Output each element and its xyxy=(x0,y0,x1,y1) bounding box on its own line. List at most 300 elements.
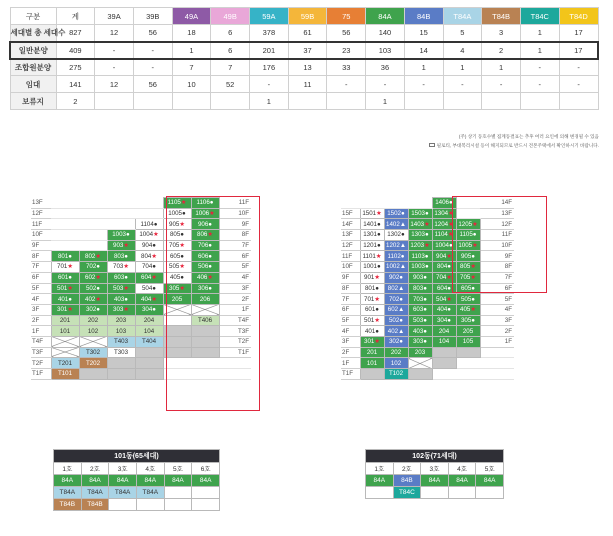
supply-header-84b: 84B xyxy=(404,8,443,25)
supply-cell: 7 xyxy=(172,59,211,76)
star-icon: ★ xyxy=(179,220,185,228)
unit-cell: 1105★ xyxy=(163,198,191,209)
star-icon: ★ xyxy=(470,274,476,282)
legend-type-cell: 84A xyxy=(164,475,192,487)
empty-cell xyxy=(51,208,79,219)
unit-cell: 206 xyxy=(191,294,219,305)
supply-cell: 1 xyxy=(482,59,521,76)
unit-cell xyxy=(163,347,191,358)
unit-cell: 705★ xyxy=(456,272,480,283)
unit-cell: 1303● xyxy=(408,230,432,241)
supply-cell: 23 xyxy=(327,42,366,59)
empty-cell xyxy=(456,358,480,369)
dot-icon: ● xyxy=(124,274,129,282)
unit-cell: T302 xyxy=(79,347,107,358)
unit-cell: 505★ xyxy=(163,262,191,273)
unit-cell xyxy=(135,347,163,358)
star-icon: ★ xyxy=(151,295,157,303)
floor-label: 6F xyxy=(341,304,360,315)
unit-cell: 103 xyxy=(107,326,135,337)
floor-label: 10F xyxy=(31,230,51,241)
floor-label-right xyxy=(219,369,251,380)
dot-icon: ● xyxy=(180,231,185,239)
supply-header-59b: 59B xyxy=(288,8,327,25)
unit-cell: 1201● xyxy=(360,240,384,251)
star-icon: ★ xyxy=(446,295,452,303)
legend-type-cell: 84A xyxy=(448,475,476,487)
triangle-icon: ▲ xyxy=(398,284,405,292)
legend-type-cell: 84A xyxy=(192,475,220,487)
unit-cell: 702● xyxy=(79,262,107,273)
floor-label-right: 6F xyxy=(219,251,251,262)
legend-type-cell xyxy=(164,499,192,511)
legend-type-cell xyxy=(366,487,394,499)
unit-cell: 804★ xyxy=(135,251,163,262)
supply-cell: 36 xyxy=(366,59,405,76)
unit-cell: 1003● xyxy=(408,262,432,273)
floor-label: 7F xyxy=(341,294,360,305)
dot-icon: ● xyxy=(425,263,429,271)
legend-type-cell xyxy=(192,499,220,511)
star-icon: ★ xyxy=(207,231,213,239)
floor-label: T1F xyxy=(31,369,51,380)
floor-label-right: T2F xyxy=(219,336,251,347)
supply-cell: - xyxy=(559,76,598,93)
unit-cell: 305● xyxy=(456,315,480,326)
unit-cell: T101 xyxy=(51,369,79,380)
supply-cell: 15 xyxy=(404,25,443,42)
supply-cell: 1 xyxy=(404,59,443,76)
unit-cell xyxy=(432,358,456,369)
unit-cell: 404● xyxy=(432,304,456,315)
supply-cell: - xyxy=(95,42,134,59)
unit-cell: 304● xyxy=(135,304,163,315)
dot-icon: ● xyxy=(208,242,213,250)
building-101-legend xyxy=(53,449,220,511)
floor-label: 5F xyxy=(341,315,360,326)
unit-cell xyxy=(163,326,191,337)
empty-cell xyxy=(79,240,107,251)
supply-cell: 14 xyxy=(404,42,443,59)
unit-cell: 901★ xyxy=(360,272,384,283)
unit-cell: 603● xyxy=(107,272,135,283)
star-icon: ★ xyxy=(374,316,380,324)
star-icon: ★ xyxy=(446,252,452,260)
excluded-unit-cell xyxy=(51,336,79,347)
dot-icon: ● xyxy=(209,199,214,207)
unit-cell: 201 xyxy=(51,315,79,326)
dot-icon: ● xyxy=(124,295,129,303)
unit-cell: 402★ xyxy=(79,294,107,305)
supply-cell: 1 xyxy=(366,93,405,110)
unit-cell: 1502● xyxy=(384,208,408,219)
floor-label-right: 4F xyxy=(219,272,251,283)
supply-cell: - xyxy=(443,76,482,93)
supply-cell: 1 xyxy=(250,93,289,110)
floor-label-right xyxy=(480,358,514,369)
unit-cell: 702● xyxy=(384,294,408,305)
star-icon: ★ xyxy=(95,252,101,260)
supply-cell: - xyxy=(95,59,134,76)
dot-icon: ● xyxy=(423,316,428,324)
unit-cell: 705★ xyxy=(163,240,191,251)
floor-label: 1F xyxy=(31,326,51,337)
star-icon: ★ xyxy=(153,231,159,239)
star-icon: ★ xyxy=(151,252,157,260)
unit-cell: 1205★ xyxy=(456,219,480,230)
floor-label: 2F xyxy=(341,347,360,358)
supply-cell: 33 xyxy=(327,59,366,76)
floor-row xyxy=(341,240,514,251)
unit-cell: 604● xyxy=(432,283,456,294)
dot-icon: ● xyxy=(96,284,101,292)
unit-cell: 1104● xyxy=(135,219,163,230)
dot-icon: ● xyxy=(399,295,404,303)
supply-row xyxy=(10,42,598,59)
floor-row xyxy=(31,358,251,369)
empty-cell xyxy=(107,198,135,209)
floor-row xyxy=(31,262,251,273)
unit-cell: 1001● xyxy=(360,262,384,273)
unit-cell: 704● xyxy=(135,262,163,273)
star-icon: ★ xyxy=(374,338,380,346)
empty-cell xyxy=(107,208,135,219)
floor-label-right xyxy=(480,369,514,380)
supply-cell: - xyxy=(482,76,521,93)
unit-cell: 1005● xyxy=(163,208,191,219)
star-icon: ★ xyxy=(179,263,185,271)
unit-cell xyxy=(79,369,107,380)
floor-label: 4F xyxy=(31,294,51,305)
supply-cell xyxy=(327,93,366,110)
floor-label-right: 14F xyxy=(480,198,514,209)
unit-cell: 204 xyxy=(432,326,456,337)
unit-cell xyxy=(107,358,135,369)
legend-type-cell xyxy=(421,487,449,499)
triangle-icon: ▲ xyxy=(398,306,405,314)
unit-cell: 1304★ xyxy=(432,208,456,219)
empty-cell xyxy=(79,230,107,241)
star-icon: ★ xyxy=(448,220,454,228)
supply-cell: 12 xyxy=(95,76,134,93)
dot-icon: ● xyxy=(208,263,213,271)
dot-icon: ● xyxy=(471,316,476,324)
legend-type-cell: 84A xyxy=(81,475,109,487)
dot-icon: ● xyxy=(152,284,157,292)
legend-unit-header: 4호 xyxy=(448,463,476,475)
unit-cell: 605● xyxy=(456,283,480,294)
unit-cell: 605● xyxy=(163,251,191,262)
dot-icon: ● xyxy=(423,284,428,292)
dot-icon: ● xyxy=(449,199,453,207)
legend-type-cell: 84A xyxy=(109,475,137,487)
unit-cell: T303 xyxy=(107,347,135,358)
unit-cell: 504★ xyxy=(432,294,456,305)
star-icon: ★ xyxy=(123,284,129,292)
floor-label-right: 12F xyxy=(480,219,514,230)
star-icon: ★ xyxy=(374,295,380,303)
dot-icon: ● xyxy=(423,295,428,303)
unit-cell: 701★ xyxy=(360,294,384,305)
floor-row xyxy=(31,326,251,337)
floor-row xyxy=(341,208,514,219)
star-icon: ★ xyxy=(424,220,430,228)
supply-cell: 378 xyxy=(250,25,289,42)
floor-label: 11F xyxy=(31,219,51,230)
floor-label: 13F xyxy=(31,198,51,209)
floor-row xyxy=(31,208,251,219)
floor-label-right: 1F xyxy=(219,304,251,315)
unit-cell: 205 xyxy=(456,326,480,337)
dot-icon: ● xyxy=(68,295,73,303)
unit-cell: T102 xyxy=(384,369,408,380)
unit-cell: 1002▲ xyxy=(384,262,408,273)
unit-cell: 903● xyxy=(408,272,432,283)
star-icon: ★ xyxy=(179,284,185,292)
unit-cell: 801● xyxy=(360,283,384,294)
floor-row xyxy=(31,219,251,230)
supply-cell xyxy=(211,93,250,110)
legend-unit-header: 5호 xyxy=(476,463,504,475)
unit-cell: 505● xyxy=(456,294,480,305)
supply-cell: 1 xyxy=(443,59,482,76)
unit-cell: 1301● xyxy=(360,230,384,241)
unit-cell: T406 xyxy=(191,315,219,326)
unit-cell: 301★ xyxy=(360,336,384,347)
dot-icon: ● xyxy=(399,338,404,346)
dot-icon: ● xyxy=(447,284,452,292)
unit-cell: 805● xyxy=(163,230,191,241)
unit-cell: 501★ xyxy=(51,283,79,294)
dot-icon: ● xyxy=(375,327,380,335)
supply-cell: 6 xyxy=(211,42,250,59)
empty-cell xyxy=(163,358,191,369)
empty-cell xyxy=(191,369,219,380)
star-icon: ★ xyxy=(472,220,478,228)
dot-icon: ● xyxy=(126,231,130,239)
floor-row xyxy=(31,369,251,380)
floor-row xyxy=(31,347,251,358)
supply-cell: 5 xyxy=(443,25,482,42)
floor-row xyxy=(31,304,251,315)
unit-cell: 401● xyxy=(360,326,384,337)
floor-row xyxy=(31,283,251,294)
unit-cell: 1104★ xyxy=(432,230,456,241)
star-icon: ★ xyxy=(470,306,476,314)
empty-cell xyxy=(456,208,480,219)
unit-cell: 1204★ xyxy=(432,219,456,230)
unit-cell xyxy=(191,347,219,358)
supply-header-t84d: T84D xyxy=(559,8,598,25)
dot-icon: ● xyxy=(68,252,73,260)
empty-cell xyxy=(135,198,163,209)
unit-cell: 602▲ xyxy=(384,304,408,315)
dot-icon: ● xyxy=(377,220,381,228)
floor-label-right: 2F xyxy=(480,326,514,337)
star-icon: ★ xyxy=(67,284,73,292)
dot-icon: ● xyxy=(424,252,429,260)
unit-cell: 506● xyxy=(191,262,219,273)
supply-cell: 17 xyxy=(559,25,598,42)
empty-cell xyxy=(79,219,107,230)
unit-cell: 805★ xyxy=(456,262,480,273)
unit-cell: 202 xyxy=(384,347,408,358)
floor-row xyxy=(341,336,514,347)
floor-label: 3F xyxy=(341,336,360,347)
supply-cell: 6 xyxy=(211,25,250,42)
supply-row-label: 세대별 총 세대수 xyxy=(10,25,56,42)
unit-cell: 606● xyxy=(191,251,219,262)
floor-label: T3F xyxy=(31,347,51,358)
unit-cell: 803● xyxy=(408,283,432,294)
floor-label-right: 8F xyxy=(219,230,251,241)
dot-icon: ● xyxy=(423,338,428,346)
unit-cell: 803● xyxy=(107,251,135,262)
star-icon: ★ xyxy=(446,274,452,282)
dot-icon: ● xyxy=(377,231,381,239)
legend-type-cell: T84A xyxy=(136,487,164,499)
floor-label-right: T3F xyxy=(219,326,251,337)
floor-label: 13F xyxy=(341,230,360,241)
legend-type-cell: T84B xyxy=(54,499,82,511)
dot-icon: ● xyxy=(447,263,452,271)
note-line-1: (주) 상기 동호수별 집계동결표는 추후 여러 요인에 의해 변경될 수 있음 xyxy=(458,134,599,139)
dot-icon: ● xyxy=(96,306,101,314)
supply-cell xyxy=(559,93,598,110)
floor-label: 9F xyxy=(31,240,51,251)
floor-row xyxy=(31,230,251,241)
dot-icon: ● xyxy=(375,284,380,292)
floor-row xyxy=(341,230,514,241)
floor-row xyxy=(31,240,251,251)
supply-cell: 140 xyxy=(366,25,405,42)
floor-label-right: 10F xyxy=(219,208,251,219)
triangle-icon: ▲ xyxy=(399,242,406,250)
supply-cell: - xyxy=(559,59,598,76)
legend-unit-header: 5호 xyxy=(164,463,192,475)
legend-unit-header: 1호 xyxy=(366,463,394,475)
unit-cell: T404 xyxy=(135,336,163,347)
supply-cell: - xyxy=(250,76,289,93)
floor-label-right: 13F xyxy=(480,208,514,219)
floor-label: 4F xyxy=(341,326,360,337)
floor-row xyxy=(341,347,514,358)
unit-cell: 703★ xyxy=(107,262,135,273)
floor-label-right: 1F xyxy=(480,336,514,347)
unit-cell: 602★ xyxy=(79,272,107,283)
supply-cell: - xyxy=(520,76,559,93)
dot-icon: ● xyxy=(180,252,185,260)
unit-cell: 101 xyxy=(360,358,384,369)
unit-cell: 104 xyxy=(135,326,163,337)
unit-cell: 1103● xyxy=(408,251,432,262)
legend-type-cell: T84A xyxy=(81,487,109,499)
supply-cell: 56 xyxy=(327,25,366,42)
legend-type-cell: 84A xyxy=(366,475,394,487)
supply-header-59a: 59A xyxy=(250,8,289,25)
supply-row xyxy=(10,93,598,110)
unit-cell: 405★ xyxy=(456,304,480,315)
floor-label: 12F xyxy=(31,208,51,219)
supply-cell: 1 xyxy=(172,42,211,59)
star-icon: ★ xyxy=(95,295,101,303)
floor-row xyxy=(341,272,514,283)
supply-cell xyxy=(172,93,211,110)
dot-icon: ● xyxy=(377,242,381,250)
supply-cell: 3 xyxy=(482,25,521,42)
unit-cell xyxy=(163,315,191,326)
unit-cell: 105 xyxy=(456,336,480,347)
unit-cell: T201 xyxy=(51,358,79,369)
floor-label-right: 9F xyxy=(219,219,251,230)
legend-type-cell: 84A xyxy=(54,475,82,487)
floor-row xyxy=(341,219,514,230)
unit-cell: 703● xyxy=(408,294,432,305)
supply-header-84a: 84A xyxy=(366,8,405,25)
supply-header-39b: 39B xyxy=(133,8,172,25)
floor-label: 10F xyxy=(341,262,360,273)
supply-cell: 52 xyxy=(211,76,250,93)
supply-header-category: 구분 xyxy=(10,8,56,25)
star-icon: ★ xyxy=(95,274,101,282)
unit-cell: 403● xyxy=(107,294,135,305)
unit-cell: 306● xyxy=(191,283,219,294)
unit-cell: 1005★ xyxy=(456,240,480,251)
unit-cell: 802▲ xyxy=(384,283,408,294)
floor-row xyxy=(31,251,251,262)
supply-cell xyxy=(288,93,327,110)
unit-cell: 601● xyxy=(360,304,384,315)
supply-cell: 10 xyxy=(172,76,211,93)
legend-type-cell: 84A xyxy=(421,475,449,487)
floor-label-right: 9F xyxy=(480,251,514,262)
star-icon: ★ xyxy=(151,274,157,282)
unit-cell: 403● xyxy=(408,326,432,337)
dot-icon: ● xyxy=(423,327,428,335)
unit-cell xyxy=(163,336,191,347)
unit-cell: 302● xyxy=(384,336,408,347)
legend-box-icon xyxy=(429,143,435,147)
unit-cell: 1003● xyxy=(107,230,135,241)
star-icon: ★ xyxy=(209,210,215,218)
unit-cell: 405● xyxy=(163,272,191,283)
empty-cell xyxy=(456,369,480,380)
triangle-icon: ▲ xyxy=(398,327,405,335)
excluded-unit-cell xyxy=(408,358,432,369)
floor-row xyxy=(341,304,514,315)
dot-icon: ● xyxy=(401,210,405,218)
floor-label: 9F xyxy=(341,272,360,283)
legend-type-cell xyxy=(192,487,220,499)
floor-label-right: 10F xyxy=(480,240,514,251)
unit-cell: 303● xyxy=(408,336,432,347)
floor-label: 7F xyxy=(31,262,51,273)
floor-label: 2F xyxy=(31,315,51,326)
unit-cell: 1004● xyxy=(432,240,456,251)
supply-header-t84c: T84C xyxy=(520,8,559,25)
supply-cell: 13 xyxy=(288,59,327,76)
unit-cell: 1402▲ xyxy=(384,219,408,230)
empty-cell xyxy=(79,208,107,219)
unit-cell: 202 xyxy=(79,315,107,326)
supply-header-39a: 39A xyxy=(95,8,134,25)
dot-icon: ● xyxy=(96,263,101,271)
dot-icon: ● xyxy=(425,231,429,239)
legend-type-cell: T84A xyxy=(109,487,137,499)
supply-cell: 4 xyxy=(443,42,482,59)
supply-cell: 103 xyxy=(366,42,405,59)
floor-label-right xyxy=(480,347,514,358)
